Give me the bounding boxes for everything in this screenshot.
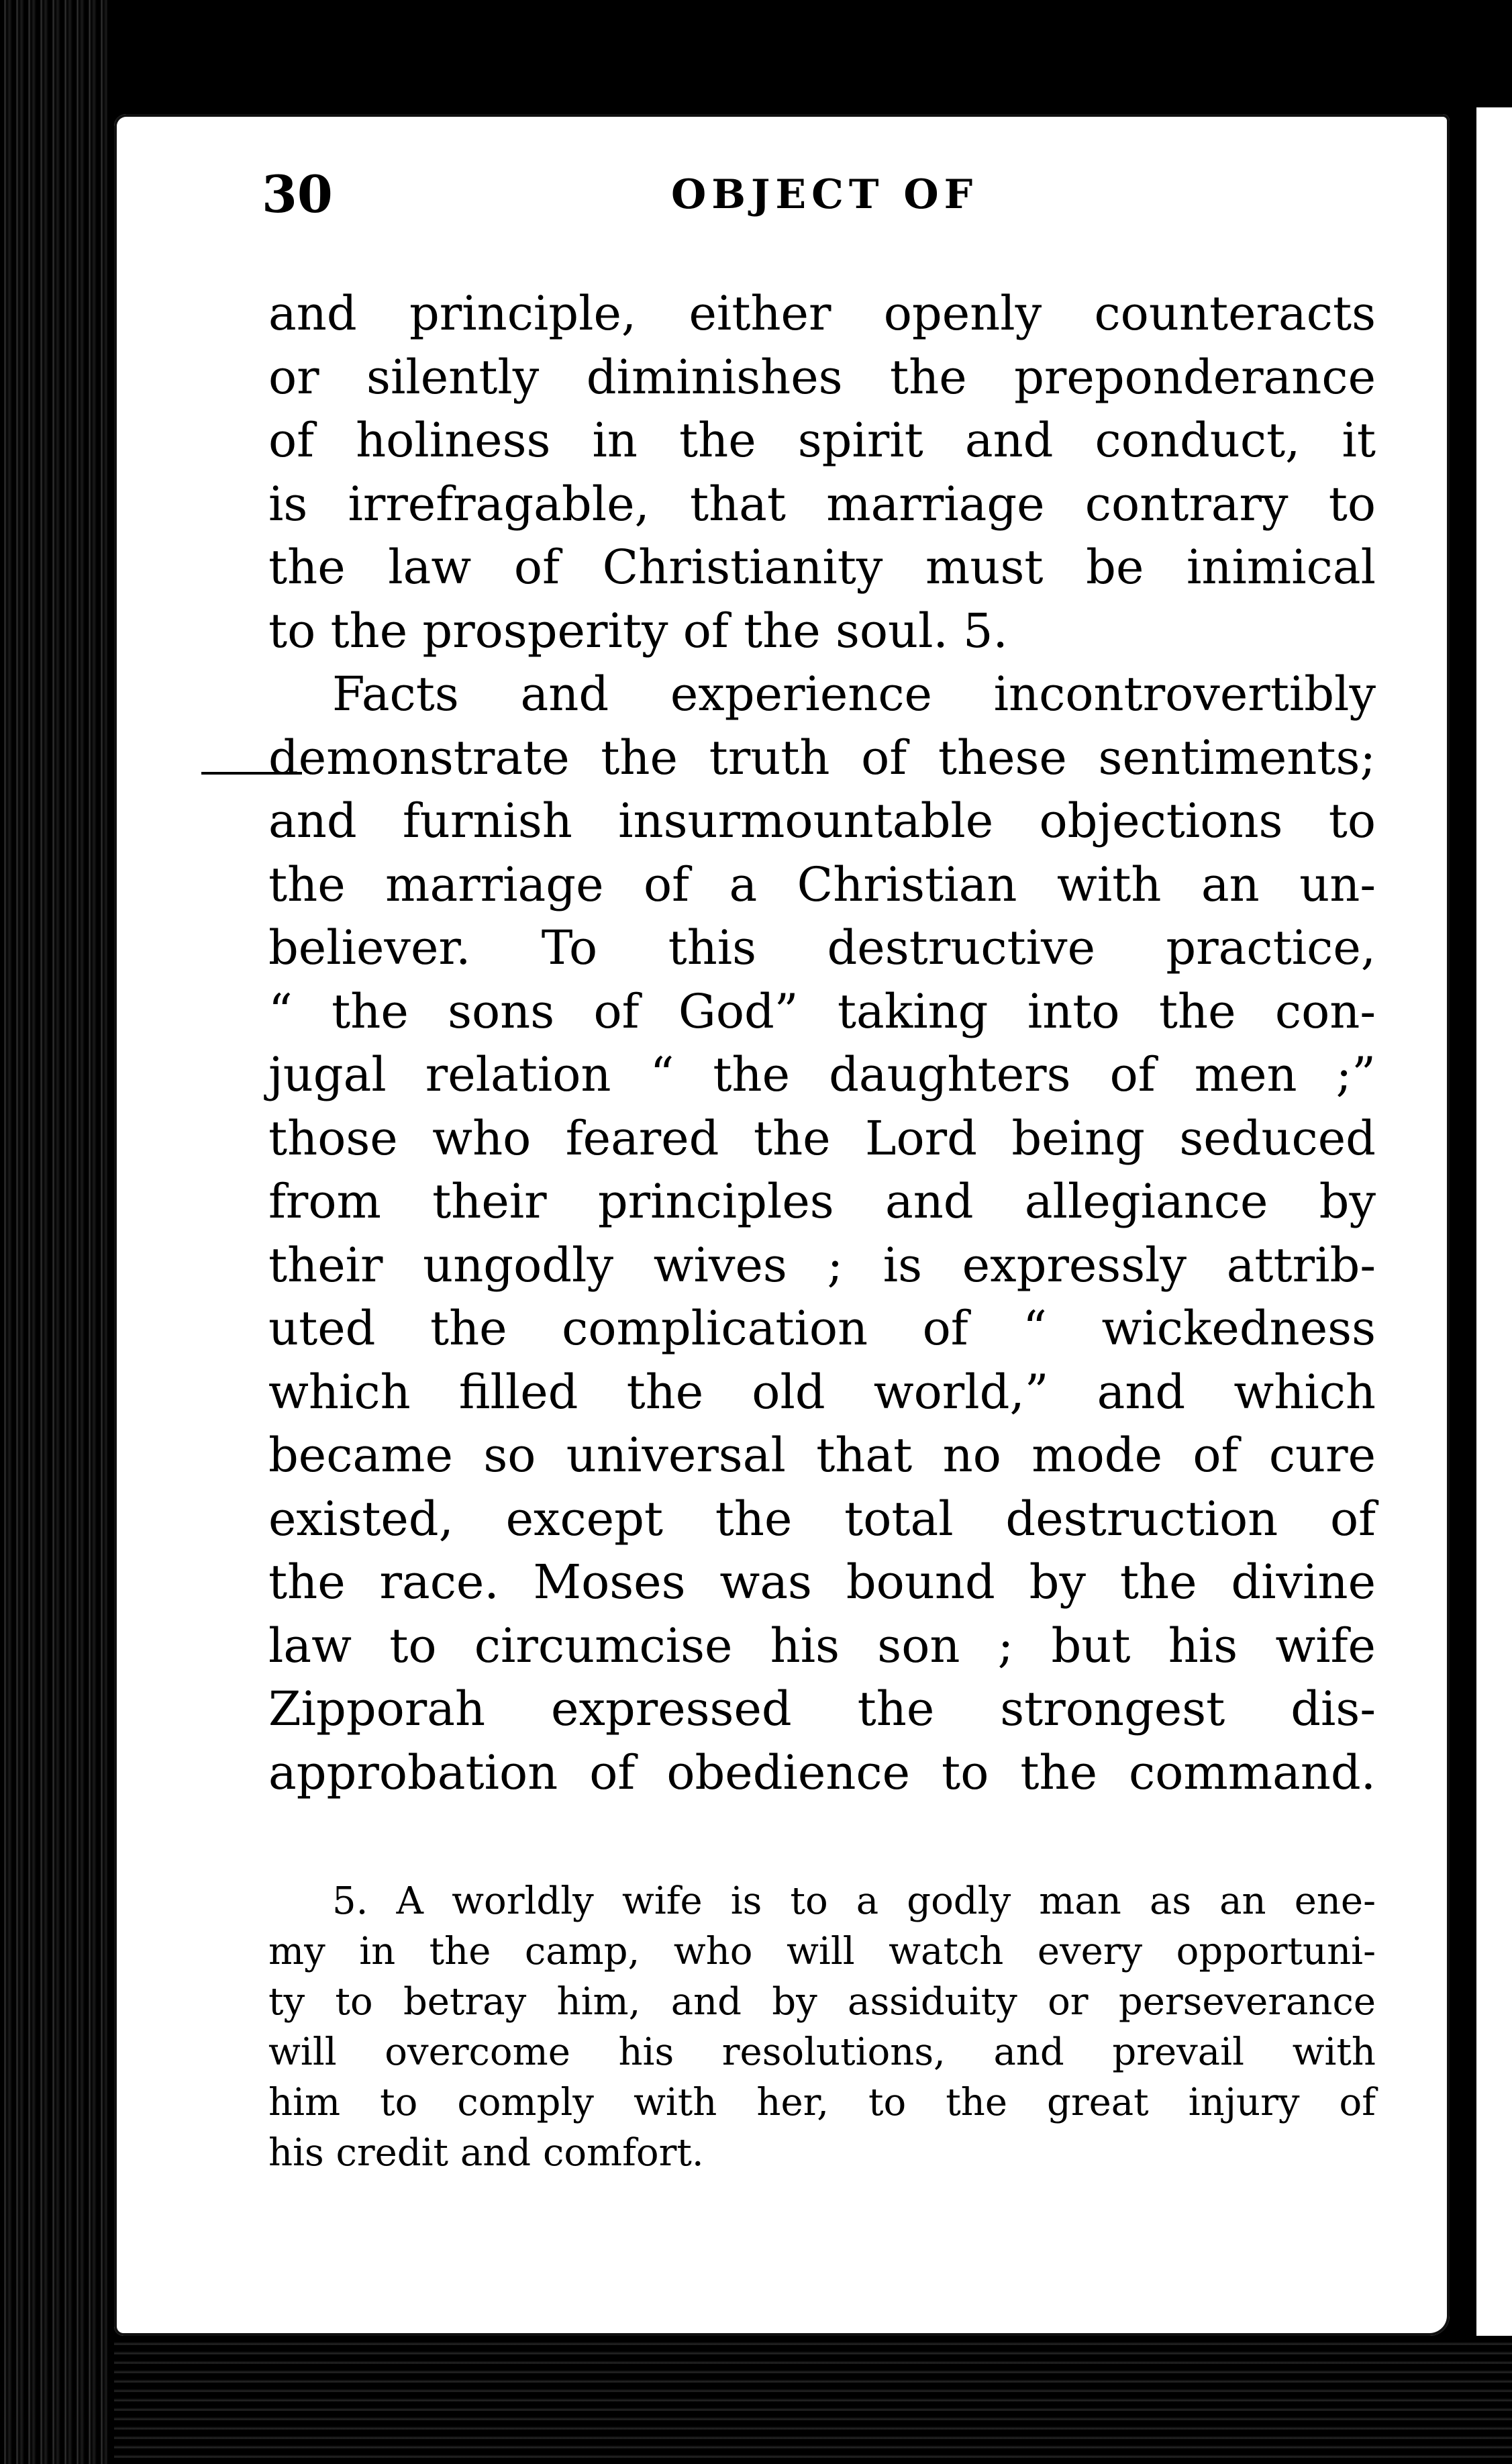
body-line: Facts and experience incontrovertibly (332, 667, 1376, 722)
footnote-line: my in the camp, who will watch every opportuni- (268, 1930, 1376, 1973)
body-line: became so universal that no mode of cure (268, 1428, 1376, 1483)
body-line: those who feared the Lord being seduced (268, 1110, 1376, 1166)
body-line: or silently diminishes the preponderance (268, 349, 1376, 405)
body-line: jugal relation “ the daughters of men ;” (268, 1047, 1376, 1102)
body-line: and principle, either openly counteracts (268, 286, 1376, 341)
body-line: is irrefragable, that marriage contrary to (268, 476, 1376, 532)
body-line: which filled the old world,” and which (268, 1364, 1376, 1420)
body-line: existed, except the total destruction of (268, 1491, 1376, 1546)
margin-strip-right (1476, 107, 1512, 2343)
body-line: “ the sons of God” taking into the con- (268, 983, 1376, 1039)
footnote-line: his credit and comfort. (268, 2131, 704, 2175)
page-gutter-left (0, 0, 107, 2464)
page-edge-right (1460, 128, 1476, 2343)
body-line: uted the complication of “ wickedness (268, 1301, 1376, 1356)
footnote-line: ty to betray him, and by assiduity or perseverance (268, 1980, 1376, 2024)
body-line: demonstrate the truth of these sentiments; (268, 730, 1376, 785)
footnote (268, 1876, 1376, 2178)
body-line: approbation of obedience to the command. (268, 1744, 1376, 1800)
body-line: of holiness in the spirit and conduct, it (268, 413, 1376, 468)
body-line: Zipporah expressed the strongest dis- (268, 1681, 1376, 1736)
footnote-line: will overcome his resolutions, and prevail with (268, 2030, 1376, 2074)
body-line: their ungodly wives ; is expressly attrib- (268, 1237, 1376, 1293)
body-line: law to circumcise his son ; but his wife (268, 1618, 1376, 1673)
page-header (262, 164, 1396, 225)
body-line: the law of Christianity must be inimical (268, 540, 1376, 595)
body-line: the marriage of a Christian with an un- (268, 856, 1376, 912)
body-line: to the prosperity of the soul. 5. (268, 603, 1008, 658)
running-head: OBJECT OF (671, 171, 978, 218)
body-line: from their principles and allegiance by (268, 1174, 1376, 1229)
body-line: believer. To this destructive practice, (268, 920, 1376, 975)
page-edge-bottom (114, 2336, 1512, 2464)
body-text (268, 282, 1376, 1804)
body-line: and furnish insurmountable objections to (268, 793, 1376, 848)
footnote-line: 5. A worldly wife is to a godly man as an ene- (332, 1879, 1376, 1923)
footnote-line: him to comply with her, to the great injury of (268, 2081, 1376, 2124)
page-number: 30 (262, 164, 333, 224)
body-line: the race. Moses was bound by the divine (268, 1555, 1376, 1610)
